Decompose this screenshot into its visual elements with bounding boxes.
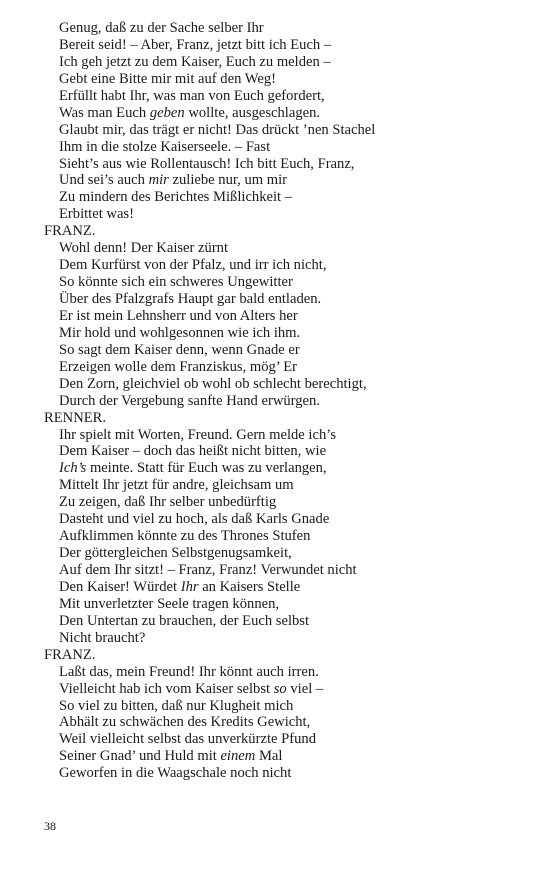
line-text: RENNER. [44, 409, 107, 426]
line-text: Nicht braucht? [59, 629, 146, 646]
line-text: Dem Kaiser – doch das heißt nicht bitten, wie [59, 443, 327, 460]
line-text: wollte, ausgeschlagen. [184, 104, 321, 121]
line-text: Glaubt mir, das trägt er nicht! Das drückt ’nen Stachel [59, 121, 376, 138]
verse-line [44, 342, 514, 359]
line-text: Mit unverletzter Seele tragen können, [59, 595, 280, 612]
verse-line [44, 172, 514, 189]
emphasized-text: geben [149, 104, 185, 121]
line-text: FRANZ. [44, 223, 96, 240]
line-text: Aufklimmen könnte zu des Thrones Stufen [59, 528, 311, 545]
line-text: Wohl denn! Der Kaiser zürnt [59, 240, 229, 257]
line-text: Abhält zu schwächen des Kredits Gewicht, [59, 714, 311, 731]
line-text: Was man Euch [59, 104, 150, 121]
line-text: Mal [255, 748, 283, 765]
verse-line [44, 460, 514, 477]
emphasized-text: so [273, 680, 287, 697]
play-text [44, 20, 514, 782]
verse-line [44, 139, 514, 156]
verse-line [44, 189, 514, 206]
page-number: 38 [44, 819, 56, 833]
verse-line [44, 731, 514, 748]
verse-line [44, 664, 514, 681]
line-text: Bereit seid! – Aber, Franz, jetzt bitt ich Euch – [59, 36, 332, 53]
verse-line [44, 122, 514, 139]
line-text: Erbittet was! [59, 206, 134, 223]
verse-line [44, 393, 514, 410]
line-text: Mir hold und wohlgesonnen wie ich ihm. [59, 324, 301, 341]
verse-line [44, 308, 514, 325]
verse-line [44, 37, 514, 54]
line-text: Erfüllt habt Ihr, was man von Euch gefordert, [59, 87, 325, 104]
verse-line [44, 54, 514, 71]
verse-line [44, 325, 514, 342]
verse-line [44, 274, 514, 291]
line-text: Geworfen in die Waagschale noch nicht [59, 765, 292, 782]
verse-line [44, 748, 514, 765]
line-text: Sieht’s aus wie Rollentausch! Ich bitt Euch, Franz, [59, 155, 355, 172]
line-text: Den Kaiser! Würdet [59, 578, 181, 595]
speaker-name [44, 647, 514, 664]
line-text: zuliebe nur, um mir [168, 172, 288, 189]
speaker-name [44, 223, 514, 240]
verse-line [44, 714, 514, 731]
line-text: So sagt dem Kaiser denn, wenn Gnade er [59, 341, 300, 358]
line-text: FRANZ. [44, 646, 96, 663]
line-text: Ich geh jetzt zu dem Kaiser, Euch zu melden – [59, 53, 331, 70]
verse-line [44, 681, 514, 698]
verse-line [44, 477, 514, 494]
verse-line [44, 528, 514, 545]
line-text: Mittelt Ihr jetzt für andre, gleichsam um [59, 477, 294, 494]
line-text: Zu mindern des Berichtes Mißlichkeit – [59, 189, 293, 206]
line-text: Und sei’s auch [59, 172, 149, 189]
line-text: Gebt eine Bitte mir mit auf den Weg! [59, 70, 276, 87]
verse-line [44, 596, 514, 613]
verse-line [44, 630, 514, 647]
verse-line [44, 156, 514, 173]
line-text: Er ist mein Lehnsherr und von Alters her [59, 307, 298, 324]
verse-line [44, 698, 514, 715]
line-text: Weil vielleicht selbst das unverkürzte Pfund [59, 731, 316, 748]
emphasized-text: Ich’s [59, 460, 87, 477]
line-text: Genug, daß zu der Sache selber Ihr [59, 20, 264, 36]
verse-line [44, 291, 514, 308]
line-text: Auf dem Ihr sitzt! – Franz, Franz! Verwundet nicht [59, 562, 357, 578]
line-text: Der göttergleichen Selbstgenugsamkeit, [59, 545, 292, 562]
verse-line [44, 88, 514, 105]
line-text: Durch der Vergebung sanfte Hand erwürgen. [59, 392, 320, 409]
verse-line [44, 443, 514, 460]
line-text: Den Zorn, gleichviel ob wohl ob schlecht berechtigt, [59, 375, 367, 392]
emphasized-text: Ihr [180, 578, 199, 595]
verse-line [44, 20, 514, 37]
emphasized-text: mir [148, 172, 169, 189]
line-text: Erzeigen wolle dem Franziskus, mög’ Er [59, 358, 298, 375]
verse-line [44, 562, 514, 579]
verse-line [44, 765, 514, 782]
line-text: an Kaisers Stelle [198, 578, 301, 595]
line-text: So viel zu bitten, daß nur Klugheit mich [59, 697, 294, 714]
line-text: Seiner Gnad’ und Huld mit [59, 748, 221, 765]
verse-line [44, 613, 514, 630]
verse-line [44, 105, 514, 122]
line-text: Ihm in die stolze Kaiserseele. – Fast [59, 138, 271, 155]
verse-line [44, 545, 514, 562]
verse-line [44, 71, 514, 88]
line-text: Laßt das, mein Freund! Ihr könnt auch irren. [59, 663, 319, 680]
verse-line [44, 240, 514, 257]
verse-line [44, 427, 514, 444]
speaker-name [44, 410, 514, 427]
line-text: Den Untertan zu brauchen, der Euch selbst [59, 612, 310, 629]
emphasized-text: einem [220, 748, 256, 765]
verse-line [44, 494, 514, 511]
verse-line [44, 359, 514, 376]
line-text: Zu zeigen, daß Ihr selber unbedürftig [59, 494, 277, 511]
line-text: Dasteht und viel zu hoch, als daß Karls Gnade [59, 511, 330, 528]
line-text: Dem Kurfürst von der Pfalz, und irr ich nicht, [59, 257, 327, 274]
verse-line [44, 579, 514, 596]
line-text: Über des Pfalzgrafs Haupt gar bald entladen. [59, 291, 322, 307]
verse-line [44, 376, 514, 393]
verse-line [44, 206, 514, 223]
line-text: meinte. Statt für Euch was zu verlangen, [86, 460, 327, 477]
line-text: Vielleicht hab ich vom Kaiser selbst [59, 680, 274, 697]
verse-line [44, 511, 514, 528]
line-text: viel – [286, 680, 324, 697]
line-text: Ihr spielt mit Worten, Freund. Gern melde ich’s [59, 426, 336, 443]
verse-line [44, 257, 514, 274]
line-text: So könnte sich ein schweres Ungewitter [59, 274, 293, 291]
